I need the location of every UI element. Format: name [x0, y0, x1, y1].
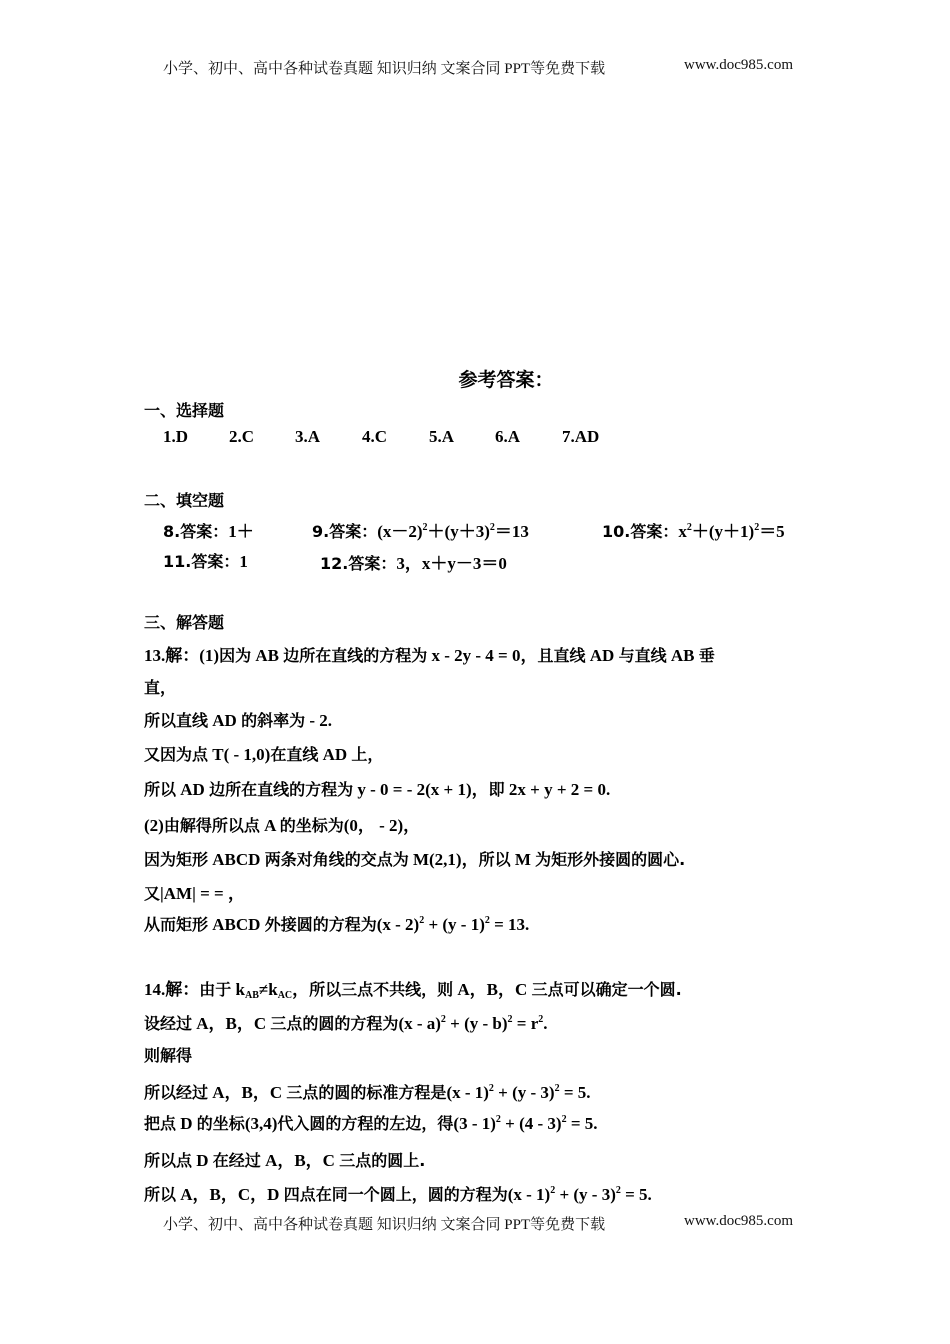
text-segment: 2 [554, 1083, 560, 1094]
text-segment: 2 [507, 1014, 513, 1025]
q13-line-7 [144, 845, 685, 870]
text-segment: (x - a) [398, 1014, 441, 1033]
text-segment: 的坐标为 [279, 816, 344, 835]
text-segment: 因为矩形 [144, 850, 209, 869]
text-segment: |AM| = = ， [160, 884, 245, 903]
text-segment: 上， [351, 745, 384, 764]
text-segment: + (4 - 3) [500, 1114, 562, 1133]
text-segment: 2 [550, 1185, 556, 1196]
text-segment: 2 [615, 1185, 621, 1196]
text-segment: AB [244, 990, 259, 1001]
text-segment: 由于 [199, 980, 232, 999]
text-segment: AD [176, 780, 210, 799]
text-segment: (x - 2) [376, 915, 420, 934]
text-segment: (0， - 2)， [343, 816, 421, 835]
text-segment: AB [666, 646, 699, 665]
section-heading-solve: 三、解答题 [144, 613, 225, 632]
text-segment: 四点在同一个圆上，圆的方程为 [283, 1185, 508, 1204]
q13-line-1 [144, 641, 715, 666]
page-footer [163, 1213, 793, 1234]
text-segment: (3 - 1) [453, 1114, 496, 1133]
q13-line-3 [144, 708, 332, 731]
text-segment: 三点的圆的标准方程是 [286, 1083, 447, 1102]
section-heading-choice: 一、选择题 [144, 401, 225, 420]
text-segment: 12.答案： [320, 554, 397, 573]
text-segment: . [543, 1014, 548, 1033]
fill-answer-8 [163, 517, 254, 542]
text-segment: 所以三点不共线，则 [309, 980, 454, 999]
text-segment: 2 [440, 1014, 446, 1025]
text-segment: 边所在直线的方程为 [283, 646, 428, 665]
text-segment: = 5. [620, 1185, 652, 1204]
text-segment: 13.解：(1) [144, 646, 220, 665]
text-segment: 的坐标 [196, 1114, 245, 1133]
text-segment: D [176, 1114, 197, 1133]
footer-text: 小学、初中、高中各种试卷真题 知识归纳 文案合同 PPT等免费下载 [163, 1217, 606, 1233]
text-segment: M [510, 850, 536, 869]
text-segment: + (y - 3) [555, 1185, 616, 1204]
answer-5: 5.A [429, 427, 455, 446]
q14-line-7 [144, 1180, 652, 1205]
text-segment: x [678, 522, 687, 541]
text-segment: A [259, 816, 280, 835]
text-segment: 的斜率为 [241, 711, 306, 730]
text-segment: 所以 [478, 850, 511, 869]
text-segment: 所以经过 [144, 1083, 209, 1102]
text-segment: 2 [419, 915, 425, 926]
text-segment: + (y - 3) [493, 1083, 555, 1102]
text-segment: (2) [144, 816, 164, 835]
text-segment: 8.答案： [163, 522, 229, 541]
footer-url: www.doc985.com [683, 1213, 793, 1229]
text-segment: = 5. [566, 1114, 598, 1133]
text-segment: 1 [239, 552, 248, 571]
text-segment: 且直线 [537, 646, 586, 665]
q14-line-4 [144, 1078, 591, 1103]
text-segment: 2 [422, 522, 428, 533]
text-segment: 3，x＋y－3＝0 [396, 554, 507, 573]
text-segment: 把点 [144, 1114, 177, 1133]
text-segment: 2 [488, 1083, 494, 1094]
text-segment: 为矩形外接圆的圆心. [535, 850, 686, 869]
answer-2: 2.C [229, 427, 255, 446]
q14-line-5 [144, 1111, 598, 1134]
text-segment: 2 [538, 1014, 544, 1025]
fill-answer-11 [163, 549, 248, 572]
text-segment: = r [512, 1014, 539, 1033]
section-heading-fill: 二、填空题 [144, 491, 225, 510]
text-segment: AB [251, 646, 284, 665]
text-segment: D [192, 1151, 213, 1170]
text-segment: M(2,1)， [408, 850, 479, 869]
text-segment: 由解得所以点 [163, 816, 260, 835]
answer-3: 3.A [295, 427, 321, 446]
text-segment: 三点的圆上. [339, 1151, 426, 1170]
text-segment: 2 [484, 915, 490, 926]
q13-line-8 [144, 879, 245, 904]
text-segment: ＝13 [494, 522, 529, 541]
text-segment: - 2. [305, 711, 333, 730]
text-segment: 所以 [144, 1185, 177, 1204]
text-segment: 三点的圆的方程为 [270, 1014, 399, 1033]
page-header [163, 57, 793, 78]
text-segment: 所以 [144, 780, 177, 799]
text-segment: 两条对角线的交点为 [264, 850, 409, 869]
text-segment: 代入圆的方程的左边，得 [277, 1114, 454, 1133]
text-segment: AC [277, 990, 293, 1001]
answer-7: 7.AD [562, 427, 600, 446]
q13-line-5 [144, 775, 610, 800]
text-segment: 11.答案： [163, 552, 240, 571]
text-segment: ＋(y＋1) [691, 522, 755, 541]
q14-line-1 [144, 975, 682, 1000]
text-segment: 2 [489, 522, 495, 533]
page-title: 参考答案： [458, 369, 554, 391]
fill-answer-9 [312, 517, 529, 542]
q13-line-6 [144, 811, 420, 836]
text-segment: y - 0 = - 2(x + 1)， [353, 780, 489, 799]
header-text: 小学、初中、高中各种试卷真题 知识归纳 文案合同 PPT等免费下载 [163, 61, 606, 77]
choice-answers [163, 427, 599, 447]
text-segment: 设经过 [144, 1014, 193, 1033]
text-segment: A，B，C [453, 980, 532, 999]
text-segment: A，B，C [208, 1083, 287, 1102]
text-segment: 与直线 [618, 646, 667, 665]
q13-line-4 [144, 742, 383, 765]
text-segment: 10.答案： [602, 522, 679, 541]
q14-line-3: 则解得 [144, 1046, 193, 1065]
q14-line-6 [144, 1146, 425, 1171]
fill-answer-10 [602, 517, 785, 542]
text-segment: ABCD [208, 915, 265, 934]
text-segment: (3,4) [244, 1114, 278, 1133]
text-segment: (x - 1) [507, 1185, 551, 1204]
text-segment: 2 [754, 522, 760, 533]
text-segment: ABCD [208, 850, 265, 869]
text-segment: = 5. [559, 1083, 591, 1102]
text-segment: 因为 [219, 646, 252, 665]
text-segment: 外接圆的方程为 [264, 915, 377, 934]
text-segment: + (y - b) [445, 1014, 508, 1033]
text-segment: 9.答案： [312, 522, 378, 541]
header-url: www.doc985.com [683, 57, 793, 73]
text-segment: 1＋ [228, 522, 254, 541]
text-segment: A，B，C [192, 1014, 271, 1033]
text-segment: 14.解： [144, 980, 200, 999]
text-segment: 2 [495, 1114, 501, 1125]
text-segment: 在直线 [270, 745, 319, 764]
text-segment: AD [318, 745, 352, 764]
text-segment: 2 [561, 1114, 567, 1125]
text-segment: 边所在直线的方程为 [209, 780, 354, 799]
text-segment: k [231, 980, 245, 999]
text-segment: 在经过 [212, 1151, 261, 1170]
text-segment: 从而矩形 [144, 915, 209, 934]
text-segment: (x－2) [377, 522, 423, 541]
text-segment: 三点可以确定一个圆. [531, 980, 682, 999]
text-segment: ， [292, 980, 310, 999]
text-segment: 所以直线 [144, 711, 209, 730]
text-segment: AD [208, 711, 242, 730]
text-segment: 2x + y + 2 = 0. [504, 780, 611, 799]
text-segment: A，B，C，D [176, 1185, 284, 1204]
text-segment: 垂 [698, 646, 715, 665]
q13-line-9 [144, 912, 529, 935]
text-segment: + (y - 1) [424, 915, 485, 934]
answer-6: 6.A [495, 427, 521, 446]
text-segment: (x - 1) [446, 1083, 489, 1102]
text-segment: 即 [488, 780, 505, 799]
text-segment: ＝5 [759, 522, 785, 541]
text-segment: 所以点 [144, 1151, 193, 1170]
text-segment: ≠k [258, 980, 278, 999]
fill-answer-12 [320, 549, 507, 574]
text-segment: 2 [686, 522, 692, 533]
text-segment: 又 [144, 884, 161, 903]
q14-line-2 [144, 1009, 548, 1034]
answer-4: 4.C [362, 427, 388, 446]
text-segment: A，B，C [260, 1151, 340, 1170]
text-segment: T( - 1,0) [208, 745, 271, 764]
text-segment: = 13. [489, 915, 530, 934]
q13-line-2: 直， [144, 678, 177, 697]
text-segment: 又因为点 [144, 745, 209, 764]
text-segment: ＋(y＋3) [427, 522, 490, 541]
text-segment: AD [585, 646, 619, 665]
answer-1: 1.D [163, 427, 189, 446]
text-segment: x - 2y - 4 = 0， [427, 646, 538, 665]
